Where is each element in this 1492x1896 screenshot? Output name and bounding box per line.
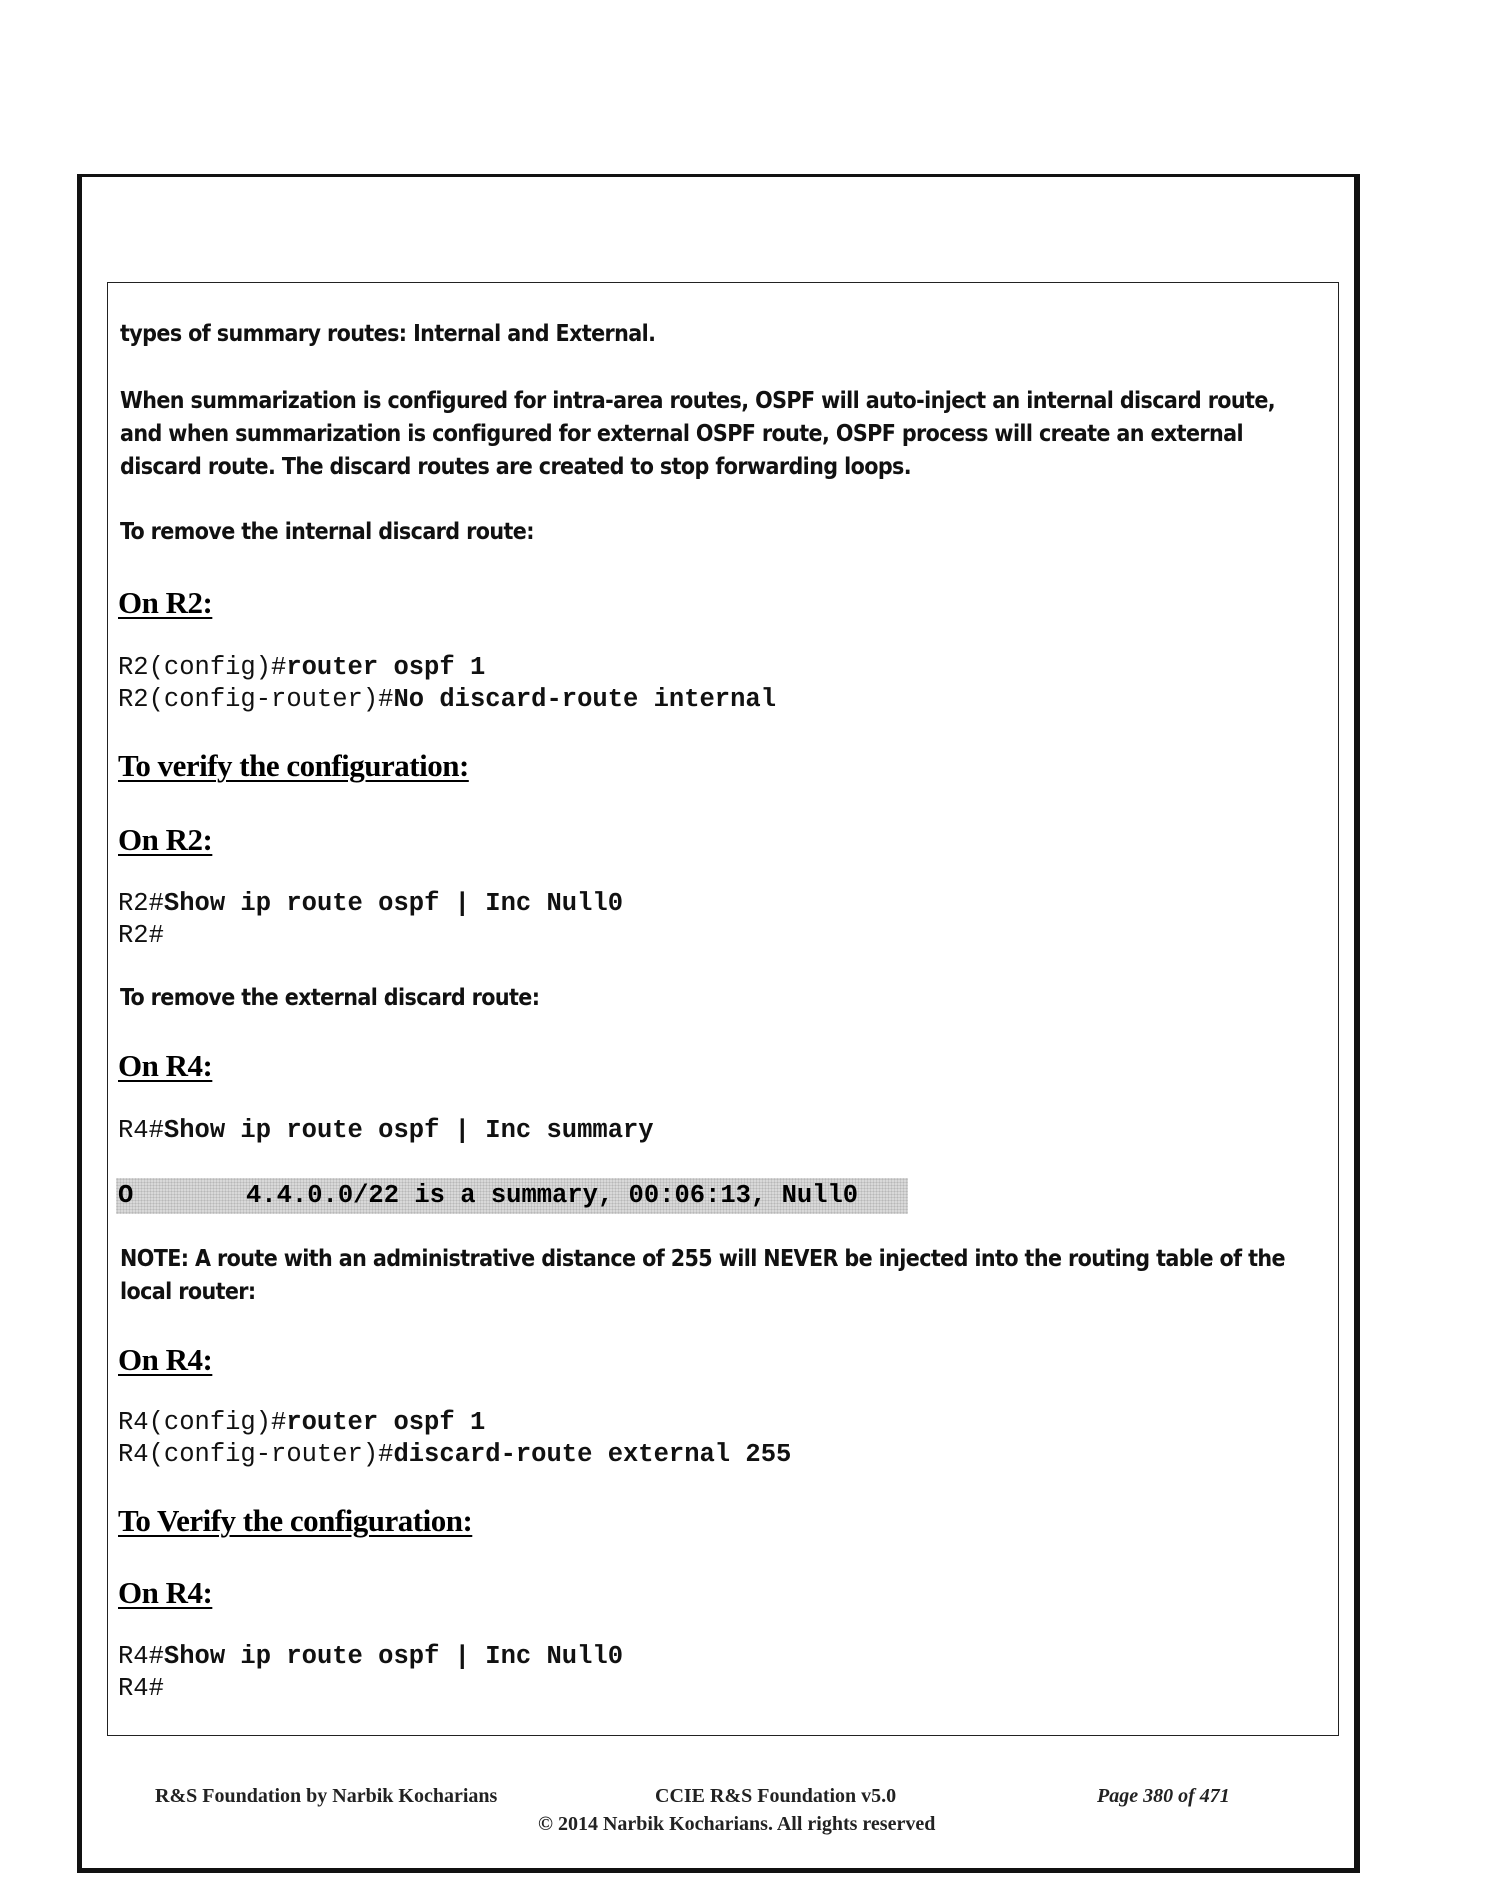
- heading-verify-configuration: To verify the configuration:: [118, 748, 469, 783]
- code-command: router ospf 1: [286, 1408, 486, 1437]
- code-line: [118, 1673, 164, 1705]
- note-line-2: local router:: [120, 1279, 256, 1305]
- code-line: [118, 652, 485, 684]
- code-prompt: R4(config-router)#: [118, 1440, 394, 1469]
- code-line: [118, 1641, 623, 1673]
- code-line: [118, 1439, 791, 1471]
- code-command: router ospf 1: [286, 653, 486, 682]
- note-line-1: NOTE: A route with an administrative distance of 255 will NEVER be injected into the routing table of the: [120, 1246, 1285, 1272]
- footer-title: CCIE R&S Foundation v5.0: [655, 1785, 897, 1807]
- code-line: [118, 1115, 654, 1147]
- code-prompt: R2(config)#: [118, 653, 287, 682]
- heading-on-r2: On R2:: [118, 585, 213, 620]
- heading-on-r2: On R2:: [118, 822, 213, 857]
- code-line: [118, 684, 776, 716]
- code-command: Show ip route ospf | Inc summary: [163, 1116, 654, 1145]
- highlighted-output-line: [116, 1178, 908, 1214]
- heading-on-r4: On R4:: [118, 1048, 213, 1083]
- footer-author: R&S Foundation by Narbik Kocharians: [155, 1785, 498, 1807]
- code-line: [118, 920, 164, 952]
- code-prompt: R2(config-router)#: [118, 685, 394, 714]
- code-prompt: R4#: [118, 1116, 164, 1145]
- paragraph-discard-line-2: and when summarization is configured for external OSPF route, OSPF process will create an external: [120, 421, 1243, 447]
- paragraph-discard-line-3: discard route. The discard routes are created to stop forwarding loops.: [120, 454, 912, 480]
- footer-copyright: © 2014 Narbik Kocharians. All rights reserved: [538, 1813, 936, 1835]
- paragraph-summary-types: types of summary routes: Internal and External.: [120, 321, 656, 347]
- route-code: O: [118, 1181, 134, 1210]
- code-prompt: R4#: [118, 1642, 164, 1671]
- code-line: [118, 888, 623, 920]
- code-command: Show ip route ospf | Inc Null0: [163, 1642, 623, 1671]
- code-prompt: R4(config)#: [118, 1408, 287, 1437]
- footer-page-number: Page 380 of 471: [1097, 1785, 1230, 1807]
- paragraph-remove-internal: To remove the internal discard route:: [120, 519, 534, 545]
- paragraph-remove-external: To remove the external discard route:: [120, 985, 540, 1011]
- heading-on-r4: On R4:: [118, 1575, 213, 1610]
- code-line: [118, 1407, 485, 1439]
- code-command: discard-route external 255: [393, 1440, 792, 1469]
- paragraph-discard-line-1: When summarization is configured for intra-area routes, OSPF will auto-inject an internal discard route,: [120, 388, 1276, 414]
- code-prompt: R2#: [118, 889, 164, 918]
- code-command: Show ip route ospf | Inc Null0: [163, 889, 623, 918]
- code-command: No discard-route internal: [393, 685, 777, 714]
- route-text: 4.4.0.0/22 is a summary, 00:06:13, Null0: [246, 1181, 859, 1210]
- code-prompt: R2#: [118, 921, 164, 950]
- heading-verify-configuration: To Verify the configuration:: [118, 1503, 473, 1538]
- heading-on-r4: On R4:: [118, 1342, 213, 1377]
- code-prompt: R4#: [118, 1674, 164, 1703]
